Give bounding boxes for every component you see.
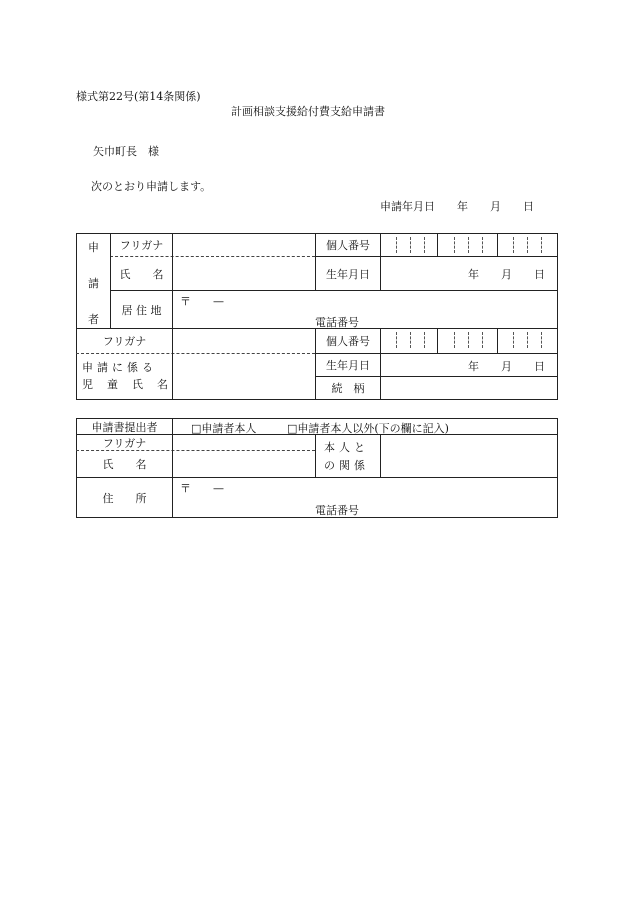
furigana-label: フリガナ — [119, 239, 164, 252]
personal-number-label: 個人番号 — [326, 239, 370, 252]
birth-date-value[interactable]: 年 月 日 — [468, 268, 545, 281]
residence-label: 居 住 地 — [121, 303, 162, 317]
relationship-label: 続 柄 — [331, 382, 365, 395]
applicant-side-label: 請 — [88, 277, 99, 290]
page-title: 計画相談支援給付費支給申請書 — [231, 105, 385, 118]
relationship-input[interactable] — [382, 378, 556, 398]
child-name-label: 申請に係る — [82, 361, 157, 374]
personal-number-digits[interactable] — [396, 237, 425, 253]
submitter-label: 申請書提出者 — [91, 420, 158, 434]
applicant-side-label: 申 — [88, 241, 99, 254]
child-furigana-label: フリガナ — [102, 335, 147, 348]
relation-to-applicant-label: の関係 — [324, 459, 369, 472]
application-date: 申請年月日 年 月 日 — [380, 200, 534, 213]
child-name-label: 児童氏名 — [82, 378, 182, 391]
form-number: 様式第22号(第14条関係) — [76, 90, 201, 103]
applicant-side-label: 者 — [88, 313, 99, 326]
submitter-name-label: 氏 名 — [102, 458, 147, 471]
relation-to-applicant-label: 本人と — [324, 441, 369, 454]
child-birth-date-label: 生年月日 — [326, 359, 370, 372]
child-birth-date-value[interactable]: 年 月 日 — [468, 360, 545, 373]
furigana-input[interactable] — [174, 235, 314, 255]
submitter-address-label: 住 所 — [102, 491, 147, 505]
child-personal-number-label: 個人番号 — [326, 335, 370, 348]
submitter-other-checkbox[interactable]: □申請者本人以外(下の欄に記入) — [287, 422, 449, 435]
postal-mark[interactable]: 〒 — — [180, 295, 224, 308]
child-personal-number-digits[interactable] — [396, 332, 425, 348]
submitter-furigana-label: フリガナ — [102, 436, 147, 450]
name-input[interactable] — [174, 258, 314, 289]
submitter-postal-mark[interactable]: 〒 — — [180, 482, 224, 495]
birth-date-label: 生年月日 — [326, 267, 370, 281]
intro-text: 次のとおり申請します。 — [91, 180, 212, 193]
name-label: 氏 名 — [119, 267, 164, 281]
phone-label: 電話番号 — [315, 316, 359, 329]
addressee: 矢巾町長 様 — [93, 145, 159, 158]
submitter-phone-label: 電話番号 — [315, 504, 359, 517]
submitter-self-checkbox[interactable]: □申請者本人 — [191, 422, 257, 435]
